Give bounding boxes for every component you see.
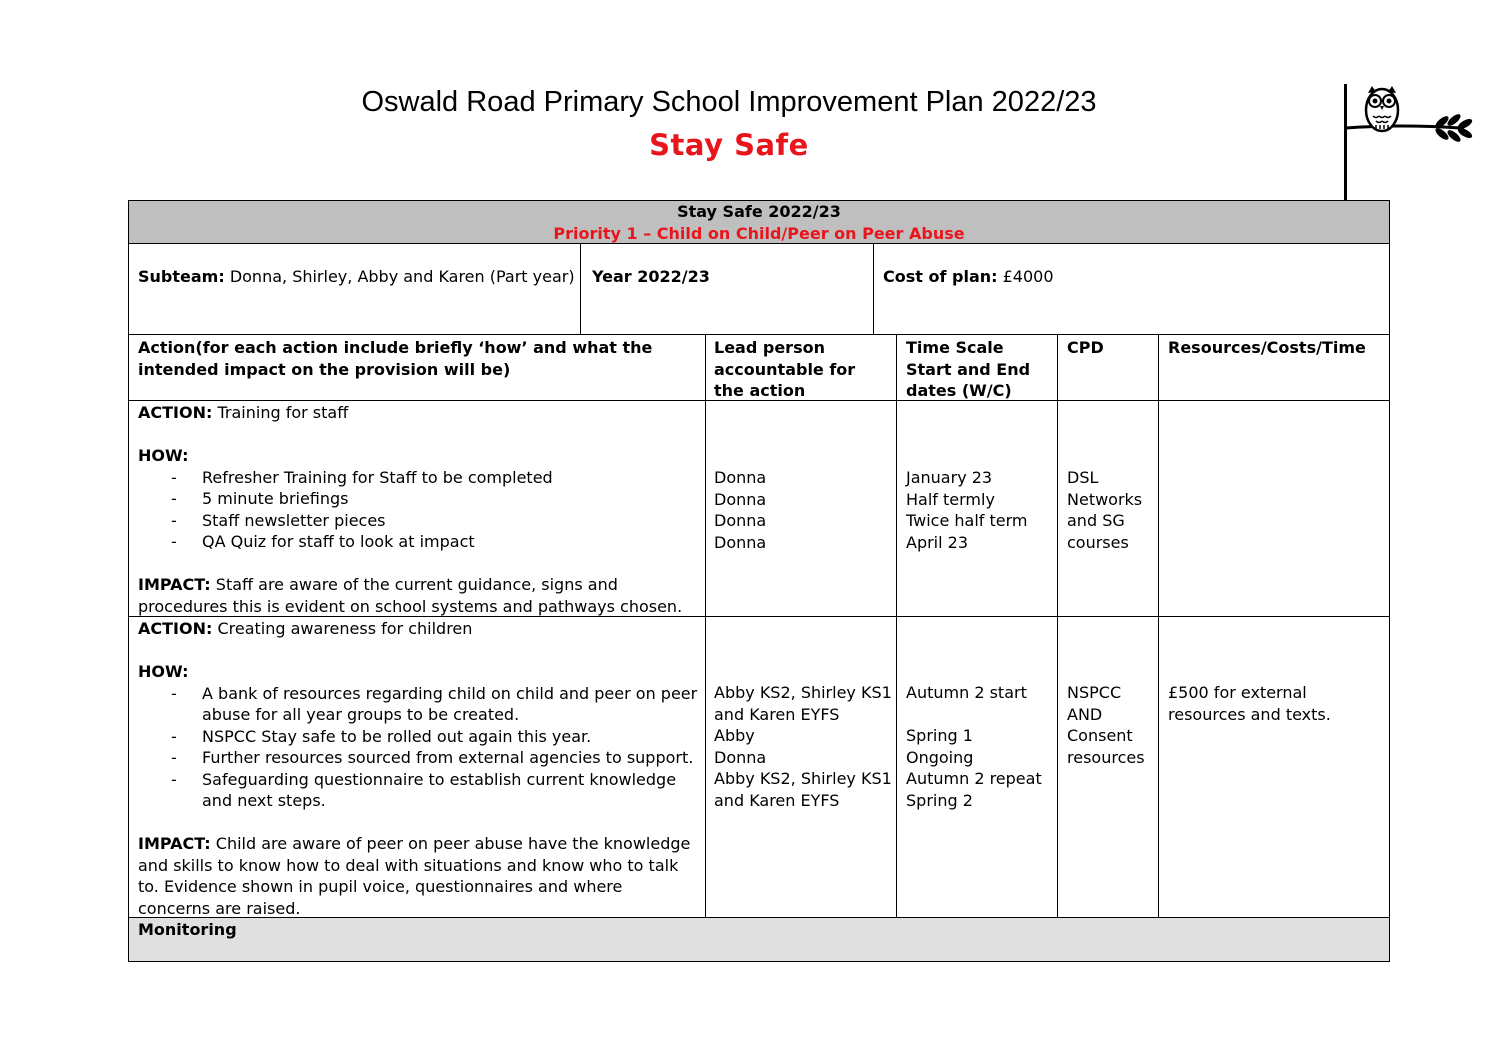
monitoring-label: Monitoring (138, 920, 237, 939)
action-label: ACTION: (138, 403, 213, 422)
column-header-action: Action(for each action include briefly ‘how’ and what the intended impact on the provision will be) (138, 338, 653, 379)
action-text: Creating awareness for children (212, 619, 473, 638)
column-header-cpd: CPD (1067, 338, 1104, 357)
list-item: - NSPCC Stay safe to be rolled out again this year. (138, 726, 698, 748)
column-divider (1158, 334, 1159, 918)
column-header-timescale: Time Scale Start and End dates (W/C) (906, 338, 1031, 400)
table-row-1-timescale (906, 467, 1056, 553)
document-title: Oswald Road Primary School Improvement Plan 2022/23 (361, 86, 1097, 118)
timescale-entry: January 23 (906, 468, 993, 487)
cost-value: £4000 (997, 267, 1054, 286)
subteam-label: Subteam: (138, 267, 225, 286)
how-label: HOW: (138, 446, 189, 465)
table-row-2-cpd: NSPCC AND Consent resources (1067, 683, 1145, 767)
column-divider (1057, 334, 1058, 918)
lead-person: Donna (714, 747, 767, 767)
lead-person: Donna (714, 511, 767, 530)
list-item: - QA Quiz for staff to look at impact (138, 531, 698, 553)
list-item: - Safeguarding questionnaire to establish current knowledge and next steps. (138, 769, 698, 812)
how-list (138, 683, 698, 812)
lead-person: Abby (714, 726, 755, 745)
column-header-lead: Lead person accountable for the action (714, 338, 856, 400)
row-divider (128, 243, 1390, 244)
document-subtitle: Stay Safe (649, 128, 809, 162)
impact-text: Staff are aware of the current guidance, signs and procedures this is evident on school systems and pathways chosen. (138, 575, 683, 616)
cost-label: Cost of plan: (883, 267, 998, 286)
list-item: - Further resources sourced from external agencies to support. (138, 747, 698, 769)
column-divider (580, 243, 581, 335)
lead-person: Abby KS2, Shirley KS1 and Karen EYFS (714, 683, 892, 724)
lead-person: Donna (714, 468, 767, 487)
list-item: - 5 minute briefings (138, 488, 698, 510)
table-title: Stay Safe 2022/23 (677, 202, 841, 221)
timescale-entry: Spring 2 (906, 790, 973, 810)
column-divider (873, 243, 874, 335)
column-divider (705, 334, 706, 918)
impact-label: IMPACT: (138, 575, 211, 594)
timescale-entry: Ongoing (906, 747, 974, 767)
list-item: - Staff newsletter pieces (138, 510, 698, 532)
list-item: - Refresher Training for Staff to be completed (138, 467, 698, 489)
table-row-2-resources: £500 for external resources and texts. (1168, 683, 1331, 724)
column-header-resources: Resources/Costs/Time (1168, 338, 1366, 357)
impact-label: IMPACT: (138, 834, 211, 853)
table-row-2-lead (714, 682, 894, 811)
subteam-value: Donna, Shirley, Abby and Karen (Part year) (224, 267, 575, 286)
timescale-entry (906, 704, 1056, 726)
cost-cell (883, 266, 1283, 288)
table-row-2-timescale (906, 682, 1056, 811)
row-divider (128, 334, 1390, 335)
action-text: Training for staff (212, 403, 349, 422)
timescale-entry: Half termly (906, 489, 995, 509)
impact-text: Child are aware of peer on peer abuse have the knowledge and skills to know how to deal with situations and know who to talk to. Evidence shown in pupil voice, questionnaires and where concerns are raised. (138, 834, 691, 918)
action-label: ACTION: (138, 619, 213, 638)
owl-logo-icon (1342, 84, 1474, 202)
column-divider (896, 334, 897, 918)
timescale-entry: Autumn 2 repeat (906, 769, 1042, 788)
table-row-1-cpd: DSL Networks and SG courses (1067, 468, 1143, 552)
table-row-1-action (138, 402, 698, 617)
list-item: - A bank of resources regarding child on child and peer on peer abuse for all year groups to be created. (138, 683, 698, 726)
subteam-cell (138, 266, 578, 288)
table-row-2-action (138, 618, 698, 919)
lead-person: Donna (714, 532, 767, 552)
how-list (138, 467, 698, 553)
table-row-1-lead (714, 467, 894, 553)
timescale-entry: Spring 1 (906, 726, 973, 745)
timescale-entry: Twice half term (906, 511, 1028, 530)
how-label: HOW: (138, 662, 189, 681)
lead-person: Abby KS2, Shirley KS1 and Karen EYFS (714, 769, 892, 810)
lead-person: Donna (714, 489, 767, 509)
timescale-entry: Autumn 2 start (906, 683, 1027, 702)
table-priority: Priority 1 – Child on Child/Peer on Peer Abuse (553, 224, 965, 243)
year-label: Year 2022/23 (592, 267, 710, 286)
timescale-entry: April 23 (906, 532, 969, 552)
